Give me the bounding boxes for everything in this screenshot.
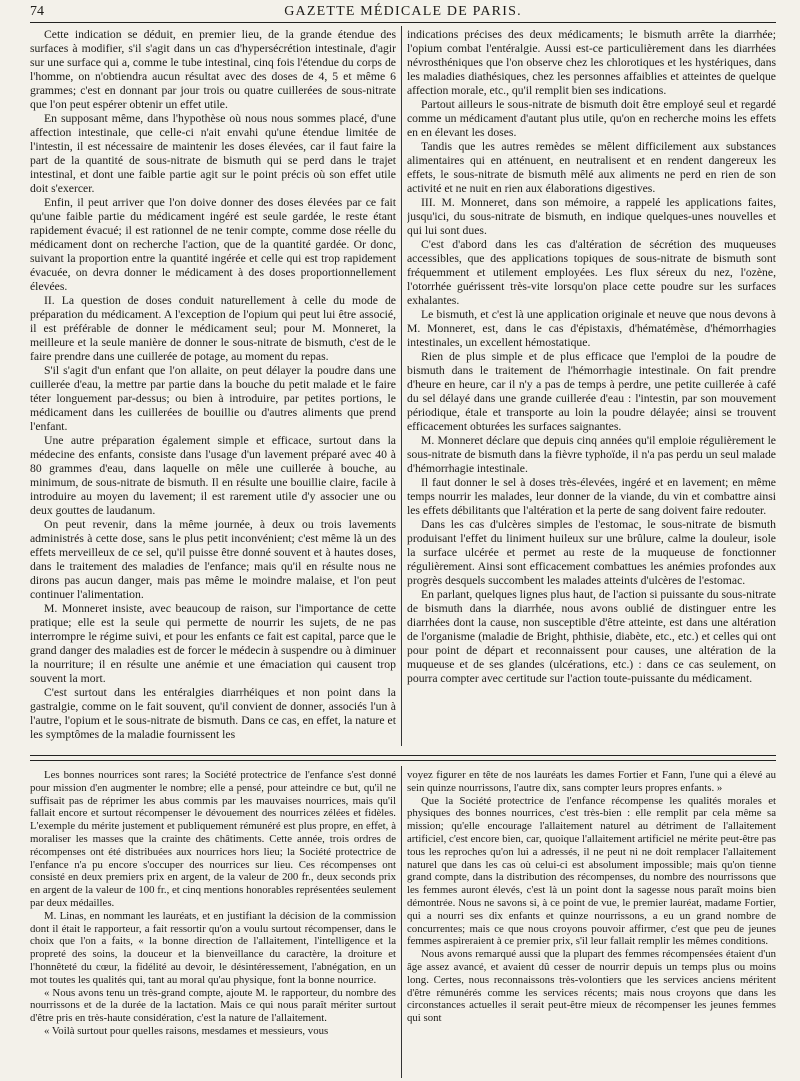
paragraph: Dans les cas d'ulcères simples de l'estomac, le sous-nitrate de bismuth produisant l'effet du liniment huileux sur une brûlure, calme la douleur, isole la surface ulcérée et permet au reste de la muqueuse de fonctionner régulièrement. Ainsi sont efficacement combattues les anémies profondes aux progrès desquels succombent les malades atteints d'ulcères de l'estomac. <box>407 518 776 587</box>
paragraph: Que la Société protectrice de l'enfance récompense les qualités morales et physiques des bonnes nourrices, c'est très-bien : elle remplit par cela même sa mission; qu'elle encourage l'allaitement naturel au détriment de l'allaitement artificiel, c'est encore bien, car, quoique l'allaitement artificiel ne mérite peut-être pas tous les reproches qu'on lui a adressés, il ne peut ni ne doit remplacer l'allaitement naturel que dans les cas où celui-ci est absolument impossible; mais qu'on tienne grand compte, dans la distribution des récompenses, du nombre des nourrissons que les femmes auront élevés, c'est là un point dont la sagesse nous paraît moins bien démontrée. Nous ne savons si, à ce point de vue, le premier lauréat, madame Fortier, qui a nourri ses dix enfants et quinze nourrissons, a eu un grand nombre de concurrentes; mais ce que nous croyons pouvoir affirmer, c'est que peu de jeunes femmes aspireraient à ce premier prix, s'il leur fallait remplir les mêmes conditions. <box>407 794 776 948</box>
paragraph: Enfin, il peut arriver que l'on doive donner des doses élevées par ce fait qu'une faible partie du médicament ingéré est seule gardée, le reste étant rapidement évacué; il est rationnel de ne tenir compte, comme dose réelle du médicament dont on recherche l'action, que de la quantité gardée. Or donc, suivant la proportion entre la quantité ingérée et celle qui est trop rapidement évacuée, on devra donner le médicament à des doses proportionnellement élevées. <box>30 196 396 293</box>
upper-right-column <box>407 28 776 744</box>
section-divider <box>30 760 776 761</box>
paragraph: indications précises des deux médicaments; le bismuth arrête la diarrhée; l'opium combat l'entéralgie. Aussi est-ce particulièrement dans les diarrhées névrosthéniques que l'on observe chez les chlorotiques et les hystériques, dans les maladies diathésiques, chez les personnes affaiblies et atteintes de quelque affection morale, etc., qu'il remplit bien ses indications. <box>407 28 776 97</box>
paragraph: Il faut donner le sel à doses très-élevées, ingéré et en lavement; en même temps nourrir les malades, leur donner de la viande, du vin et combattre ainsi les effets débilitants que l'altération et la perte de sang doivent faire redouter. <box>407 476 776 517</box>
paragraph: En parlant, quelques lignes plus haut, de l'action si puissante du sous-nitrate de bismuth dans la diarrhée, nous avons oublié de distinguer entre les diarrhées dont la cause, non susceptible d'être atteinte, est dans une altération de l'organisme (maladie de Bright, phthisie, diabète, etc., etc.) et celles qui ont pour point de départ et reconnaissent pour causes, une altération de la muqueuse et de ses glandes (ulcérations, etc.) : dans ce cas seulement, on pourra compter avec certitude sur l'action toute-puissante du médicament. <box>407 588 776 685</box>
column-divider <box>401 766 402 1078</box>
paragraph: II. La question de doses conduit naturellement à celle du mode de préparation du médicament. A l'exception de l'opium qui peut lui être associé, il est préférable de donner le médicament seul; pour M. Monneret, la meilleure et la seule manière de donner le sous-nitrate de bismuth, c'est de le faire prendre dans une cuillerée de potage, au moment du repas. <box>30 294 396 363</box>
lower-left-column <box>30 769 396 1077</box>
paragraph: Partout ailleurs le sous-nitrate de bismuth doit être employé seul et regardé comme un médicament d'autant plus utile, qu'on en recherche moins les effets en en élevant les doses. <box>407 98 776 139</box>
paragraph: Cette indication se déduit, en premier lieu, de la grande étendue des surfaces à modifier, s'il s'agit dans un cas d'hypersécrétion intestinale, d'agir sur une surface qui a, comme le tube intestinal, cinq fois l'étendue du corps de l'homme, on n'obtiendra aucun résultat avec des doses de 4, 5 et même 6 grammes; c'est en donnant par jour trois ou quatre cuillerées de sous-nitrate que l'on peut espérer obtenir un effet utile. <box>30 28 396 111</box>
paragraph: M. Linas, en nommant les lauréats, et en justifiant la décision de la commission dont il était le rapporteur, a fait ressortir qu'on a voulu surtout récompenser, dans le choix que l'on a faits, « la bonne direction de l'allaitement, l'intelligence et la propreté des soins, la douceur et la bienveillance du caractère, la droiture et l'honnêteté du cœur, la fidélité au devoir, le désintéressement, l'abnégation, en un mot toutes les qualités qui, tant au moral qu'au physique, font la bonne nourrice. <box>30 909 396 986</box>
paragraph: Les bonnes nourrices sont rares; la Société protectrice de l'enfance s'est donné pour mission d'en augmenter le nombre; elle a pensé, pour atteindre ce but, qu'il ne suffisait pas de réprimer les abus commis par les mauvaises nourrices, mais qu'il fallait encore et surtout récompenser le dévouement des nourrices zélées et fidèles. L'exemple du mérite justement et publiquement rémunéré est plus propre, en effet, à moraliser les masses que la crainte des châtiments. Cette année, trois ordres de récompenses ont été distribuées aux nourrices hors lieu; la Société protectrice de l'enfance n'a pu encore s'occuper des nourrices sur lieu. Ces récompenses ont consisté en deux premiers prix en argent, de la valeur de 200 fr., deux seconds prix en argent de la valeur de 100 fr., et cinq mentions honorables représentées seulement par deux médailles. <box>30 769 396 909</box>
page-number: 74 <box>30 4 44 19</box>
lower-right-column <box>407 769 776 1077</box>
paragraph: Une autre préparation également simple et efficace, surtout dans la médecine des enfants, consiste dans l'usage d'un lavement préparé avec 40 à 80 grammes d'eau, dans laquelle on mêle une cuillerée à bouche, au minimum, de sous-nitrate de bismuth. Il en résulte une bouillie claire, facile à introduire au moyen du lavement; il est rarement utile d'y associer une ou deux gouttes de laudanum. <box>30 434 396 517</box>
paragraph: III. M. Monneret, dans son mémoire, a rappelé les applications faites, jusqu'ici, du sous-nitrate de bismuth, en indique quelques-unes nouvelles et qui lui sont dues. <box>407 196 776 237</box>
paragraph: Nous avons remarqué aussi que la plupart des femmes récompensées étaient d'un âge assez avancé, et avaient dû cesser de nourrir depuis un temps plus ou moins long. Certes, nous reconnaissons très-volontiers que les services anciens méritent d'être rémunérés comme les services récents; mais nous croyons que dans les circonstances actuelles il serait peut-être mieux de récompenser les jeunes femmes qui sont <box>407 948 776 1025</box>
paragraph: « Voilà surtout pour quelles raisons, mesdames et messieurs, vous <box>44 1024 329 1037</box>
page-header <box>30 4 776 23</box>
paragraph: M. Monneret insiste, avec beaucoup de raison, sur l'importance de cette pratique; elle est la seule qui permette de nourrir les sujets, de ne pas interrompre le régime suivi, et pour les enfants ce fait est capital, parce que le grand danger des maladies est de forcer le médecin à suspendre ou à diminuer la nourriture; il en résulte une anémie et une émaciation qui causent trop souvent la mort. <box>30 602 396 685</box>
paragraph: Le bismuth, et c'est là une application originale et neuve que nous devons à M. Monneret, est, dans le cas d'épistaxis, d'hématémèse, d'hémorrhagies intestinales, un excellent hémostatique. <box>407 308 776 349</box>
paragraph: On peut revenir, dans la même journée, à deux ou trois lavements administrés à cette dose, sans le plus petit inconvénient; c'est même là un des effets merveilleux de ce sel, qu'il puisse être donné souvent et à hautes doses, dans le traitement des maladies de l'enfance; mais qu'il en résulte nous ne dirons pas aucun danger, mais pas même le moindre malaise, et l'on peut continuer l'alimentation. <box>30 518 396 601</box>
column-divider <box>401 26 402 746</box>
journal-title: GAZETTE MÉDICALE DE PARIS. <box>284 4 522 19</box>
paragraph: En supposant même, dans l'hypothèse où nous nous sommes placé, d'une affection intestinale, que celle-ci n'ait envahi qu'une étendue limitée de l'intestin, il est nécessaire de maintenir les doses élevées, car il faut faire la part de la quantité de sous-nitrate de bismuth qui se perd dans le trajet intestinal, et dont une faible partie agit sur le point précis où son effet utile doit s'exercer. <box>30 112 396 195</box>
paragraph: C'est surtout dans les entéralgies diarrhéiques et non point dans la gastralgie, comme on le fait souvent, qu'il convient de donner, associés l'un à l'autre, l'opium et le sous-nitrate de bismuth. Dans ce cas, en effet, la nature et les symptômes de la maladie fournissent les <box>30 686 396 741</box>
upper-left-column <box>30 28 396 744</box>
paragraph: M. Monneret déclare que depuis cinq années qu'il emploie régulièrement le sous-nitrate de bismuth dans la fièvre typhoïde, il n'a pas perdu un seul malade d'hémorrhagie intestinale. <box>407 434 776 475</box>
section-divider <box>30 755 776 756</box>
paragraph: Tandis que les autres remèdes se mêlent difficilement aux substances alimentaires qui en atténuent, en neutralisent et en rendent dangereux les effets, le sous-nitrate de bismuth mêlé aux aliments ne perd en rien de son activité et ne nuit en rien aux élaborations digestives. <box>407 140 776 195</box>
paragraph: « Nous avons tenu un très-grand compte, ajoute M. le rapporteur, du nombre des nourrissons et de la durée de la lactation. Mais ce qui nous paraît mériter surtout d'être pris en très-haute considération, c'est la nature de l'allaitement. <box>30 986 396 1025</box>
paragraph: voyez figurer en tête de nos lauréats les dames Fortier et Fann, l'une qui a élevé au sein quinze nourrissons, l'autre dix, sans compter leurs propres enfants. » <box>407 769 776 794</box>
paragraph: S'il s'agit d'un enfant que l'on allaite, on peut délayer la poudre dans une cuillerée d'eau, la mettre par partie dans la bouche du petit malade et le faire téter longuement par-dessus; ou bien à introduire, par petites portions, le médicament dans les cuillerées de bouillie ou d'autres aliments que prend l'enfant. <box>30 364 396 433</box>
paragraph: C'est d'abord dans les cas d'altération de sécrétion des muqueuses accessibles, que des applications topiques de sous-nitrate de bismuth sont fréquemment et utilement employées. Les flux séreux du nez, l'ozène, l'otorrhée guérissent très-vite lorsqu'on place cette poudre sur les surfaces exhalantes. <box>407 238 776 307</box>
paragraph: Rien de plus simple et de plus efficace que l'emploi de la poudre de bismuth dans le traitement de l'hémorrhagie intestinale. On fait prendre d'heure en heure, car il n'y a pas de temps à perdre, une petite cuillerée à café du sel délayé dans une grande cuillerée d'eau : l'intestin, par son mouvement périodique, étale et transporte au loin la poudre délayée; ainsi se trouvent efficacement obturées les surfaces saignantes. <box>407 350 776 433</box>
